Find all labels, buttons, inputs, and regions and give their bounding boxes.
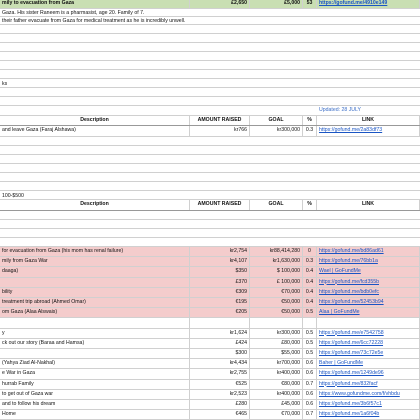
row-description: Home — [0, 410, 190, 419]
row-link[interactable]: https://gofund.me/3b6f57c1 — [317, 400, 420, 409]
empty-row — [0, 220, 420, 229]
table-row[interactable] — [0, 329, 420, 339]
row-goal: $ 100,000 — [250, 267, 303, 276]
empty-row — [0, 61, 420, 70]
row-description: om Gaza (Alaa Alswais) — [0, 308, 190, 317]
row-pct: 0.6 — [303, 369, 317, 378]
top-row-amount: £2,650 — [190, 0, 250, 8]
top-row-link[interactable]: https://gofund.me/4910e149 — [317, 0, 420, 8]
empty-row — [0, 137, 420, 146]
row-goal: $55,000 — [250, 349, 303, 358]
row-pct: 0.4 — [303, 288, 317, 297]
row-pct: 0.7 — [303, 380, 317, 389]
table-row[interactable] — [0, 369, 420, 379]
row-goal: £45,000 — [250, 400, 303, 409]
row-link[interactable]: https://gofund.me/1249de96 — [317, 369, 420, 378]
row-amount: £370 — [190, 278, 250, 287]
table-row[interactable] — [0, 298, 420, 308]
header-amount: AMOUNT RAISED — [190, 116, 250, 125]
row-link[interactable]: https://gofund.me/bdb0efc — [317, 288, 420, 297]
header-link: LINK — [317, 116, 420, 125]
row-link[interactable]: https://gofund.me/52453b94 — [317, 298, 420, 307]
note-row-2 — [0, 17, 420, 25]
row-link[interactable]: https://gofund.me/e7542758 — [317, 329, 420, 338]
note-text-3: ks — [2, 81, 8, 87]
row-link[interactable]: https://gofund.me/1a6f04b — [317, 410, 420, 419]
row-pct: 0.6 — [303, 400, 317, 409]
header-amount: AMOUNT RAISED — [190, 200, 250, 210]
row-pct: 0.3 — [303, 126, 317, 136]
row-amount: kr4,434 — [190, 359, 250, 368]
row-amount: £280 — [190, 400, 250, 409]
row-description — [0, 278, 190, 287]
table-row[interactable] — [0, 288, 420, 298]
table-row[interactable] — [0, 278, 420, 288]
top-row[interactable] — [0, 0, 420, 9]
row-pct: 0.7 — [303, 410, 317, 419]
section1-header-row — [0, 116, 420, 126]
header-goal: GOAL — [250, 116, 303, 125]
row-goal — [250, 318, 303, 327]
section1-updated: Updated: 28 JULY — [319, 106, 362, 113]
row-description: y — [0, 329, 190, 338]
section2-header-row — [0, 200, 420, 211]
empty-row — [0, 52, 420, 61]
table-row[interactable] — [0, 380, 420, 390]
row-pct: 0.3 — [303, 257, 317, 266]
section2-label-row — [0, 191, 420, 200]
row-goal: kr300,000 — [250, 329, 303, 338]
row-goal: kr1,630,000 — [250, 257, 303, 266]
row-goal: kr300,000 — [250, 126, 303, 136]
section1-updated-row — [0, 106, 420, 116]
row-pct: 0.5 — [303, 308, 317, 317]
row-description: bility — [0, 288, 190, 297]
empty-row — [0, 146, 420, 155]
row-pct: 0.6 — [303, 390, 317, 399]
top-row-goal: £5,000 — [250, 0, 303, 8]
row-amount: $300 — [190, 349, 250, 358]
row-goal: €50,000 — [250, 298, 303, 307]
empty-row — [0, 229, 420, 238]
row-goal: £ 100,000 — [250, 278, 303, 287]
row-goal: kr400,000 — [250, 390, 303, 399]
row-amount: €309 — [190, 288, 250, 297]
row-description: mily from Gaza War — [0, 257, 190, 266]
row-goal: €70,000 — [250, 288, 303, 297]
note-row-3 — [0, 79, 420, 88]
empty-row — [0, 70, 420, 79]
header-description: Description — [0, 116, 190, 125]
row-goal: kr400,000 — [250, 369, 303, 378]
table-row[interactable] — [0, 339, 420, 349]
row-amount: €465 — [190, 410, 250, 419]
row-link[interactable]: Baher | GoFundMe — [317, 359, 420, 368]
row-goal: kr700,000 — [250, 359, 303, 368]
row-pct: 0.5 — [303, 339, 317, 348]
row-link[interactable]: https://gofund.me/2a83df73 — [317, 126, 420, 136]
row-description — [0, 318, 190, 327]
section2-label: 100-$500 — [2, 193, 24, 199]
row-link[interactable] — [317, 318, 420, 327]
header-pct: % — [303, 200, 317, 210]
row-link[interactable]: https://gofund.me/73c72e5e — [317, 349, 420, 358]
top-row-pct: 53 — [303, 0, 317, 8]
row-link[interactable]: https://gofund.me/bd86ad61 — [317, 247, 420, 256]
empty-row — [0, 155, 420, 164]
row-amount: kr4,107 — [190, 257, 250, 266]
empty-row — [0, 34, 420, 43]
empty-row — [0, 164, 420, 173]
row-pct: 0.6 — [303, 359, 317, 368]
row-description: to get out of Gaza war — [0, 390, 190, 399]
row-goal: €50,000 — [250, 308, 303, 317]
row-amount: €525 — [190, 380, 250, 389]
table-row[interactable] — [0, 267, 420, 277]
header-pct: % — [303, 116, 317, 125]
empty-row — [0, 173, 420, 182]
table-row[interactable] — [0, 410, 420, 420]
row-amount: €205 — [190, 308, 250, 317]
note-text-2: their father evacuate from Gaza for medical treatment as he is incredibly unwell. — [2, 18, 186, 24]
row-description: for evacuation from Gaza (his mom has renal failure) — [0, 247, 190, 256]
row-amount: kr766 — [190, 126, 250, 136]
row-description: and leave Gaza (Faraj Alshawa) — [0, 126, 190, 136]
row-goal: kr88,414,280 — [250, 247, 303, 256]
table-row[interactable] — [0, 318, 420, 328]
row-amount: kr2,755 — [190, 369, 250, 378]
row-link[interactable]: https://www.gofundme.com/f/vhbdu — [317, 390, 420, 399]
row-description: and to follow his dream — [0, 400, 190, 409]
top-row-description: mily to evacuation from Gaza — [0, 0, 190, 8]
row-description: ck out our story (Baraa and Hamsa) — [0, 339, 190, 348]
row-description — [0, 349, 190, 358]
empty-row — [0, 97, 420, 106]
row-pct: 0 — [303, 247, 317, 256]
row-link[interactable]: https://gofund.me/76bb1a — [317, 257, 420, 266]
row-link[interactable]: https://gofund.me/832facf — [317, 380, 420, 389]
row-link[interactable]: https://gofund.me/fcd355b — [317, 278, 420, 287]
table-row[interactable] — [0, 308, 420, 318]
row-goal: £80,000 — [250, 339, 303, 348]
row-link[interactable]: https://gofund.me/6cc72228 — [317, 339, 420, 348]
header-goal: GOAL — [250, 200, 303, 210]
empty-row — [0, 88, 420, 97]
row-amount: $350 — [190, 267, 250, 276]
row-description: (Yahya Ziad Al-Nakhal) — [0, 359, 190, 368]
row-amount: €195 — [190, 298, 250, 307]
row-pct: 0.4 — [303, 267, 317, 276]
row-pct: 0.5 — [303, 349, 317, 358]
note-row-1 — [0, 9, 420, 17]
row-description: daaga) — [0, 267, 190, 276]
header-description: Description — [0, 200, 190, 210]
table-row[interactable] — [0, 400, 420, 410]
empty-row — [0, 43, 420, 52]
row-pct: 0.4 — [303, 298, 317, 307]
row-pct — [303, 318, 317, 327]
table-row[interactable] — [0, 247, 420, 257]
row-goal: €70,000 — [250, 410, 303, 419]
row-description: e War in Gaza — [0, 369, 190, 378]
row-amount — [190, 318, 250, 327]
row-pct: 0.5 — [303, 329, 317, 338]
row-description: hurrab Family — [0, 380, 190, 389]
row-link[interactable]: Wael | GoFundMe — [317, 267, 420, 276]
table-row[interactable] — [0, 126, 420, 137]
row-amount: kr2,523 — [190, 390, 250, 399]
empty-row — [0, 182, 420, 191]
empty-row — [0, 25, 420, 34]
table-row[interactable] — [0, 257, 420, 267]
table-row[interactable] — [0, 349, 420, 359]
row-amount: £424 — [190, 339, 250, 348]
row-link[interactable]: Alaa | GoFundMe — [317, 308, 420, 317]
empty-row — [0, 211, 420, 220]
row-goal: €80,000 — [250, 380, 303, 389]
table-row[interactable] — [0, 359, 420, 369]
note-text-1: Gaza. His sister Raneem is a pharmasist, age 20. Family of 7. — [2, 10, 145, 16]
header-link: LINK — [317, 200, 420, 210]
row-amount: kr2,754 — [190, 247, 250, 256]
row-description: treatment trip abroad (Ahmed Omar) — [0, 298, 190, 307]
row-amount: kr1,624 — [190, 329, 250, 338]
row-pct: 0.4 — [303, 278, 317, 287]
empty-row — [0, 238, 420, 247]
table-row[interactable] — [0, 390, 420, 400]
